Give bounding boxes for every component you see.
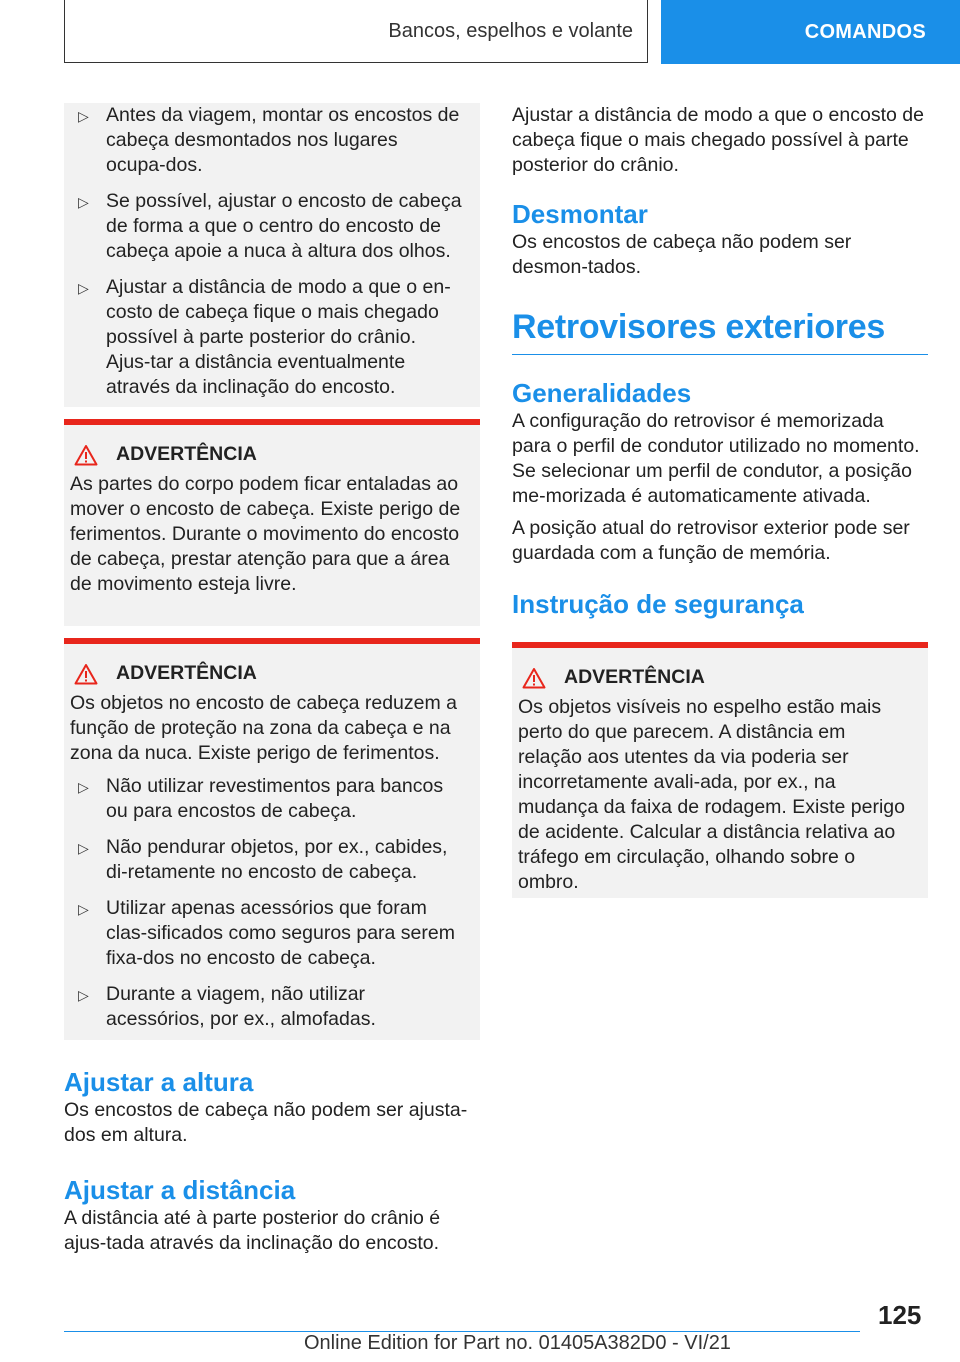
section-text-distance: A distância até à parte posterior do crânio é ajus-tada através da inclinação do encosto. (64, 1207, 441, 1254)
chapter-heading-block (512, 306, 928, 355)
footer-edition: Online Edition for Part no. 01405A382D0 - VI/21 (304, 1332, 731, 1354)
warning-text: Os objetos visíveis no espelho estão mais perto do que parecem. A distância em relação aos utentes da via poderia ser incorretamente avali-ada, por ex., na mudança da faixa de rodagem. Existe perigo de acidente. Calcular a distância relativa ao tráfego em circulação, olhando sobre o ombro. (518, 696, 905, 893)
right-column (512, 103, 928, 898)
warning-box-3 (512, 642, 928, 898)
list-item: ▷ Ajustar a distância de modo a que o en-costo de cabeça fique o mais chegado possível à parte posterior do crânio. Ajus-tar a distância eventualmente através da inclinação do encosto. (78, 276, 451, 398)
section-heading-remove: Desmontar (512, 199, 648, 229)
warning-title: ADVERTÊNCIA (116, 443, 257, 465)
list-item: ▷ Utilizar apenas acessórios que foram clas-sificados como seguros para serem fixa-dos no encosto de cabeça. (78, 897, 455, 969)
warning-triangle-icon (74, 663, 98, 685)
intro-paragraph: Ajustar a distância de modo a que o encosto de cabeça fique o mais chegado possível à parte posterior do crânio. (512, 104, 924, 176)
list-item: ▷ Durante a viagem, não utilizar acessórios, por ex., almofadas. (78, 983, 376, 1030)
header-section-tab (64, 0, 648, 63)
warning-text: Os objetos no encosto de cabeça reduzem a função de proteção na zona da cabeça e na zona da nuca. Existe perigo de ferimentos. (70, 692, 457, 764)
triangle-bullet-icon: ▷ (78, 108, 89, 124)
instructions-list (74, 103, 462, 400)
left-column (64, 103, 480, 1256)
warning-header (74, 443, 466, 466)
instructions-box (64, 103, 480, 407)
warning-box-1 (64, 419, 480, 626)
warning-header (522, 666, 914, 689)
section-text-general-1: A configuração do retrovisor é memorizada para o perfil de condutor utilizado no momento. Se selecionar um perfil de condutor, a posição me-morizada é automaticamente ativada. (512, 410, 920, 507)
triangle-bullet-icon: ▷ (78, 901, 89, 917)
section-heading-distance: Ajustar a distância (64, 1175, 296, 1205)
triangle-bullet-icon: ▷ (78, 194, 89, 210)
section-text-remove: Os encostos de cabeça não podem ser desmon-tados. (512, 231, 852, 278)
warning-title: ADVERTÊNCIA (564, 666, 705, 688)
list-item: ▷ Antes da viagem, montar os encostos de cabeça desmontados nos lugares ocupa-dos. (78, 104, 460, 176)
section-heading-safety: Instrução de segurança (512, 589, 804, 619)
triangle-bullet-icon: ▷ (78, 840, 89, 856)
section-heading-height: Ajustar a altura (64, 1067, 254, 1097)
section-heading-general: Generalidades (512, 378, 692, 408)
header-chapter-title: COMANDOS (804, 20, 926, 43)
triangle-bullet-icon: ▷ (78, 280, 89, 296)
list-item: ▷ Se possível, ajustar o encosto de cabeça de forma a que o centro do encosto de cabeça apoie a nuca à altura dos olhos. (78, 190, 462, 262)
list-item: ▷ Não utilizar revestimentos para bancos ou para encostos de cabeça. (78, 775, 444, 822)
warning-box-2 (64, 638, 480, 1040)
warning-title: ADVERTÊNCIA (116, 662, 257, 684)
section-text-height: Os encostos de cabeça não podem ser ajusta-dos em altura. (64, 1099, 468, 1146)
triangle-bullet-icon: ▷ (78, 987, 89, 1003)
list-item: ▷ Não pendurar objetos, por ex., cabides, di-retamente no encosto de cabeça. (78, 836, 448, 883)
warning-header (74, 662, 466, 685)
header-section-title: Bancos, espelhos e volante (388, 19, 633, 42)
header-chapter-tab (661, 0, 960, 64)
chapter-heading-mirrors: Retrovisores exteriores (512, 308, 885, 346)
warning-list (70, 774, 466, 1032)
warning-text: As partes do corpo podem ficar entaladas ao mover o encosto de cabeça. Existe perigo de ferimentos. Durante o movimento do encosto de cabeça, prestar atenção para que a área de movimento esteja livre. (70, 473, 461, 595)
triangle-bullet-icon: ▷ (78, 779, 89, 795)
warning-triangle-icon (522, 667, 546, 689)
page-number: 125 (878, 1300, 922, 1330)
warning-triangle-icon (74, 444, 98, 466)
section-text-general-2: A posição atual do retrovisor exterior pode ser guardada com a função de memória. (512, 517, 910, 564)
